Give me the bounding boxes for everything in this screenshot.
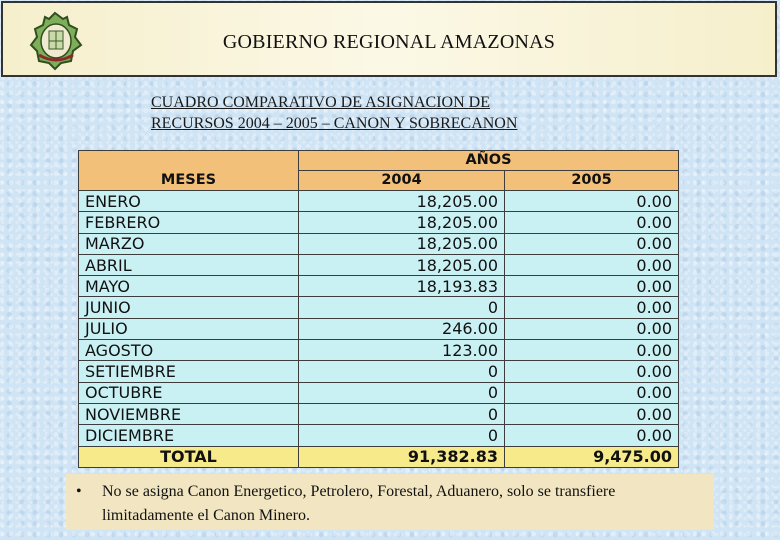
value-2005-cell: 0.00 bbox=[505, 318, 679, 339]
total-label: TOTAL bbox=[79, 446, 299, 467]
document-title bbox=[151, 92, 517, 134]
table-row bbox=[79, 340, 679, 361]
column-header-meses: MESES bbox=[79, 151, 299, 191]
table-row bbox=[79, 191, 679, 212]
document-title-line1: CUADRO COMPARATIVO DE ASIGNACION DE bbox=[151, 94, 490, 111]
table-row bbox=[79, 276, 679, 297]
value-2004-cell: 18,193.83 bbox=[299, 276, 505, 297]
value-2004-cell: 246.00 bbox=[299, 318, 505, 339]
month-cell: DICIEMBRE bbox=[79, 425, 299, 446]
column-header-2005: 2005 bbox=[505, 171, 679, 191]
header-banner bbox=[1, 1, 777, 77]
month-cell: MARZO bbox=[79, 233, 299, 254]
bullet-icon: • bbox=[76, 483, 82, 500]
column-group-header-anos: AÑOS bbox=[299, 151, 679, 171]
value-2005-cell: 0.00 bbox=[505, 425, 679, 446]
total-row bbox=[79, 446, 679, 467]
month-cell: SETIEMBRE bbox=[79, 361, 299, 382]
month-cell: JUNIO bbox=[79, 297, 299, 318]
value-2005-cell: 0.00 bbox=[505, 382, 679, 403]
footnote-box bbox=[66, 474, 714, 530]
value-2004-cell: 18,205.00 bbox=[299, 212, 505, 233]
value-2005-cell: 0.00 bbox=[505, 276, 679, 297]
value-2004-cell: 18,205.00 bbox=[299, 254, 505, 275]
value-2004-cell: 123.00 bbox=[299, 340, 505, 361]
month-cell: FEBRERO bbox=[79, 212, 299, 233]
value-2004-cell: 0 bbox=[299, 297, 505, 318]
value-2005-cell: 0.00 bbox=[505, 361, 679, 382]
total-2004-cell: 91,382.83 bbox=[299, 446, 505, 467]
value-2004-cell: 0 bbox=[299, 425, 505, 446]
total-2005-cell: 9,475.00 bbox=[505, 446, 679, 467]
table-row bbox=[79, 403, 679, 424]
footnote-text: No se asigna Canon Energetico, Petrolero, Forestal, Aduanero, solo se transfiere limitadamente el Canon Minero. bbox=[102, 483, 616, 524]
month-cell: AGOSTO bbox=[79, 340, 299, 361]
value-2004-cell: 18,205.00 bbox=[299, 191, 505, 212]
month-cell: ABRIL bbox=[79, 254, 299, 275]
month-cell: ENERO bbox=[79, 191, 299, 212]
table-row bbox=[79, 297, 679, 318]
table-row bbox=[79, 212, 679, 233]
value-2005-cell: 0.00 bbox=[505, 233, 679, 254]
month-cell: NOVIEMBRE bbox=[79, 403, 299, 424]
value-2005-cell: 0.00 bbox=[505, 340, 679, 361]
month-cell: OCTUBRE bbox=[79, 382, 299, 403]
value-2005-cell: 0.00 bbox=[505, 212, 679, 233]
page-header-title: GOBIERNO REGIONAL AMAZONAS bbox=[222, 31, 556, 53]
value-2005-cell: 0.00 bbox=[505, 254, 679, 275]
value-2004-cell: 0 bbox=[299, 403, 505, 424]
table-row bbox=[79, 361, 679, 382]
table-row bbox=[79, 318, 679, 339]
value-2005-cell: 0.00 bbox=[505, 403, 679, 424]
comparison-table bbox=[78, 150, 678, 468]
table-row bbox=[79, 233, 679, 254]
document-title-line2: RECURSOS 2004 – 2005 – CANON Y SOBRECANON bbox=[151, 115, 518, 132]
value-2005-cell: 0.00 bbox=[505, 297, 679, 318]
month-cell: JULIO bbox=[79, 318, 299, 339]
table-row bbox=[79, 254, 679, 275]
column-header-2004: 2004 bbox=[299, 171, 505, 191]
table-row bbox=[79, 382, 679, 403]
value-2004-cell: 0 bbox=[299, 361, 505, 382]
table-row bbox=[79, 425, 679, 446]
value-2004-cell: 18,205.00 bbox=[299, 233, 505, 254]
month-cell: MAYO bbox=[79, 276, 299, 297]
value-2005-cell: 0.00 bbox=[505, 191, 679, 212]
value-2004-cell: 0 bbox=[299, 382, 505, 403]
